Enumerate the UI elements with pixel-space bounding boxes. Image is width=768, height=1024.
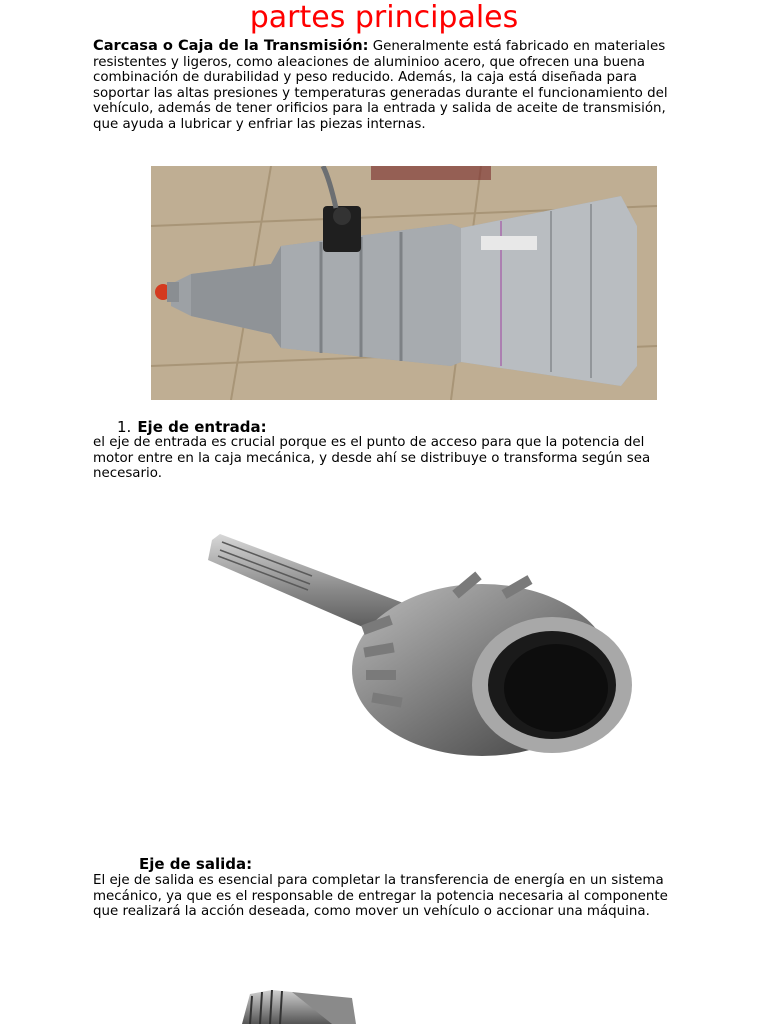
page-title: partes principales [249, 0, 519, 35]
carcasa-heading: Carcasa o Caja de la Transmisión: [93, 37, 369, 54]
input-shaft-image [152, 520, 674, 766]
salida-heading: Eje de salida: [139, 855, 253, 873]
entrada-body: el eje de entrada es crucial porque es el punto de acceso para que la potencia del motor entre en la caja mecánica, y desde ahí se distribuye o transforma según sea necesario. [93, 435, 651, 482]
transmission-image [151, 166, 657, 400]
entrada-number: 1. [117, 418, 132, 436]
entrada-heading: Eje de entrada: [137, 418, 267, 436]
entrada-heading-line [117, 418, 267, 436]
carcasa-body: Generalmente está fabricado en materiales resistentes y ligeros, como aleaciones de aluminioo acero, que ofrecen una buena combinación de durabilidad y peso reducido. Además, la caja está diseñada para soportar las altas presiones y temperaturas generadas durante el funcionamiento del vehículo, además de tener orificios para la entrada y salida de aceite de transmisión, que ayuda a lubricar y enfriar las piezas internas. [93, 39, 668, 132]
output-shaft-image [232, 984, 362, 1024]
salida-body: El eje de salida es esencial para completar la transferencia de energía en un sistema mecánico, ya que es el responsable de entregar la potencia necesaria al componente que realizará la acción deseada, como mover un vehículo o accionar una máquina. [93, 873, 668, 920]
carcasa-paragraph [93, 38, 683, 133]
